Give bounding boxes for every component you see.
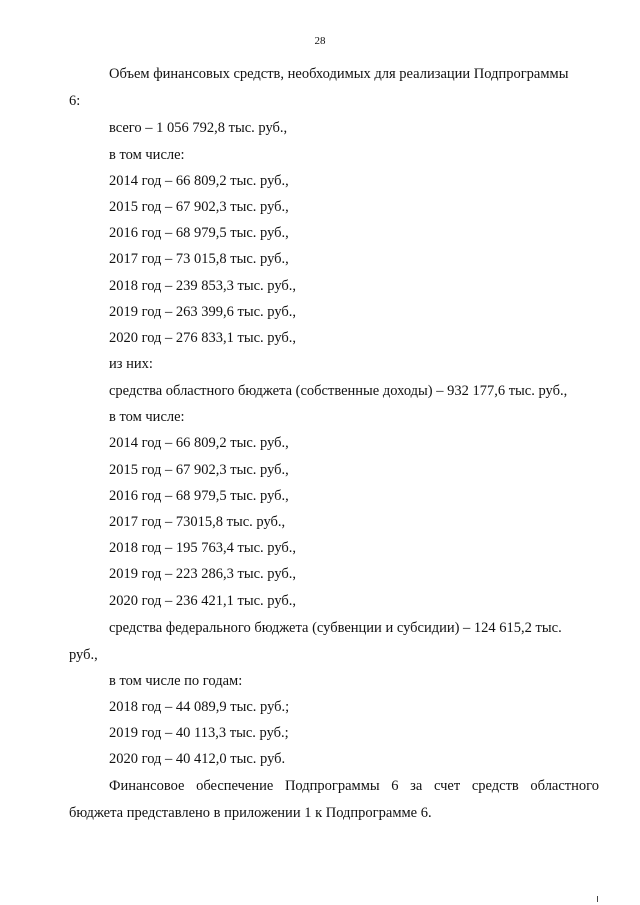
closing-line-2: бюджета представлено в приложении 1 к Подпрограмме 6.: [69, 805, 432, 821]
regional-year-2020: 2020 год – 236 421,1 тыс. руб.,: [109, 593, 297, 609]
closing-line-1: Финансовое обеспечение Подпрограммы 6 за счет средств областного: [109, 778, 599, 794]
regional-budget-amount: средства областного бюджета (собственные доходы) – 932 177,6 тыс. руб.,: [109, 383, 568, 399]
intro-line-2: 6:: [69, 93, 81, 109]
regional-year-2016: 2016 год – 68 979,5 тыс. руб.,: [109, 488, 289, 504]
federal-budget-amount-continued: руб.,: [69, 647, 98, 663]
total-year-2014: 2014 год – 66 809,2 тыс. руб.,: [109, 173, 289, 189]
regional-year-2019: 2019 год – 223 286,3 тыс. руб.,: [109, 566, 297, 582]
regional-year-2018: 2018 год – 195 763,4 тыс. руб.,: [109, 540, 297, 556]
regional-including-label: в том числе:: [109, 409, 185, 425]
regional-year-2014: 2014 год – 66 809,2 тыс. руб.,: [109, 435, 289, 451]
total-year-2019: 2019 год – 263 399,6 тыс. руб.,: [109, 304, 297, 320]
federal-budget-amount: средства федерального бюджета (субвенции и субсидии) – 124 615,2 тыс.: [109, 620, 562, 636]
total-amount: всего – 1 056 792,8 тыс. руб.,: [109, 120, 288, 136]
federal-year-2018: 2018 год – 44 089,9 тыс. руб.;: [109, 699, 290, 715]
total-including-label: в том числе:: [109, 147, 185, 163]
total-year-2015: 2015 год – 67 902,3 тыс. руб.,: [109, 199, 289, 215]
federal-including-label: в том числе по годам:: [109, 673, 243, 689]
total-year-2017: 2017 год – 73 015,8 тыс. руб.,: [109, 251, 289, 267]
regional-year-2015: 2015 год – 67 902,3 тыс. руб.,: [109, 462, 289, 478]
page-number: 28: [314, 35, 326, 47]
of-which-label: из них:: [109, 356, 153, 372]
total-year-2018: 2018 год – 239 853,3 тыс. руб.,: [109, 278, 297, 294]
scan-margin-mark: [597, 896, 598, 902]
federal-year-2019: 2019 год – 40 113,3 тыс. руб.;: [109, 725, 289, 741]
intro-line-1: Объем финансовых средств, необходимых для реализации Подпрограммы: [109, 66, 569, 82]
regional-year-2017: 2017 год – 73015,8 тыс. руб.,: [109, 514, 286, 530]
federal-year-2020: 2020 год – 40 412,0 тыс. руб.: [109, 751, 286, 767]
total-year-2020: 2020 год – 276 833,1 тыс. руб.,: [109, 330, 297, 346]
total-year-2016: 2016 год – 68 979,5 тыс. руб.,: [109, 225, 289, 241]
